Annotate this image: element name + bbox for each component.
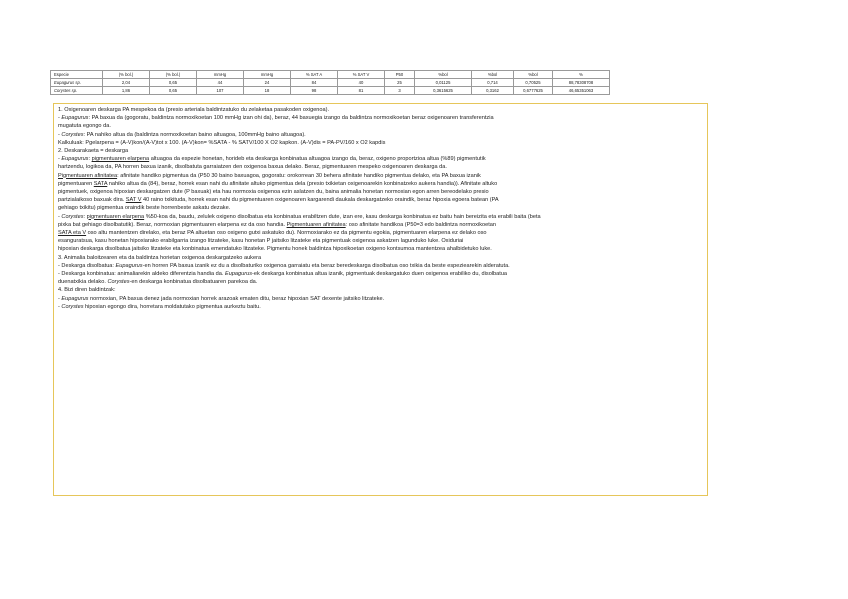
underlined-term: pigmentuaren elarpena <box>91 156 150 163</box>
table-cell[interactable]: 84 <box>291 79 338 87</box>
note-text: altuagoa da espezie honetan, horideb eta deskarga konbinatua altuagoa izango da, beraz, oxigeno proportzioa altua (%89) pigmentutik <box>149 156 486 163</box>
table-cell[interactable]: 88,78308708 <box>553 79 610 87</box>
table-header-row <box>51 71 610 79</box>
species-name: Eupagurus <box>224 271 253 278</box>
note-text: pixka bat gehiago disolbatutik). Beraz, normoxian pigmentuaren elarpena ez da oso handia. <box>58 221 287 228</box>
species-name: Eupagurus <box>61 295 89 302</box>
note-text: 40 raino txikituda, horrek esan nahi du pigmentuaren oxigenoaren kargarendi daukala deskargatzeko oraindik, beraz hipoxia egoera batean (PA <box>141 197 499 204</box>
note-text: : afinitate handiko pigmentua da (P50 30 baino baxuagoa, gogoratu: orokorrean 30 behera afinitate handiko pigmentua delako, eta PA baxua izanik <box>117 172 481 179</box>
note-text: hipoxian egongo dira, horretara moldatutako pigmentua aurkeztu baitu. <box>83 303 261 310</box>
notes-textbox[interactable] <box>53 103 708 496</box>
table-header-cell: %bol <box>514 71 553 79</box>
note-text: : oso afinitate handikoa (P50=3 edo baldintza normoxikoetan <box>345 221 497 228</box>
species-name: Eupagurus <box>61 156 89 163</box>
table-cell[interactable]: 46,65351063 <box>553 87 610 95</box>
note-text: gehiago txikitu) pigmentua oraindik beste horrenbeste askatu dezake. <box>58 205 231 212</box>
underlined-term: SATA eta V <box>58 230 87 237</box>
table-header-cell: % <box>553 71 610 79</box>
table-header-cell: mmHg <box>197 71 244 79</box>
table-cell[interactable]: 44 <box>197 79 244 87</box>
note-text: nahiko altua da (84), beraz, horrek esan nahi du afinitate altuko pigmentua dela (presio txikietan oxigenoarekin konbinatzeko aukera handia)). Afinitate altuko <box>107 180 498 187</box>
note-line: - Eupagurus: pigmentuaren elarpena altuagoa da espezie honetan, horideb eta deskarga konbinatua altuagoa izango da, beraz, oxigeno proportzioa altua (%89) pigmentutik <box>58 156 486 163</box>
table-cell[interactable]: 0,65 <box>150 79 197 87</box>
note-line <box>58 163 703 171</box>
note-text: : PA baxua da (gogoratu, baldintza normoxikoetan 100 mmHg izan ohi da), beraz, 44 baxuegia izango da baldintza normoxikoetan beraz oxigenoaren transferentzia <box>88 115 494 122</box>
table-header-cell: (% bol.) <box>150 71 197 79</box>
underlined-term: Pigmentuaren afinitatea <box>286 221 346 228</box>
note-text: 2. Deskarakaeta = deskarga <box>58 148 129 155</box>
species-name: Corystes <box>61 303 84 310</box>
note-text: 3. Animalia baloitzearen eta da baldintza horietan oxigenoa deskargatzeko aukera <box>58 254 262 261</box>
note-line <box>58 270 703 278</box>
note-line <box>58 221 703 229</box>
note-text: - Deskarga disolbatua: <box>58 262 116 269</box>
underlined-term: pigmentuaren elarpena <box>86 213 145 220</box>
table-header-cell: P50 <box>385 71 415 79</box>
note-text: partzialaikoso baxuak dira. <box>58 197 126 204</box>
table-row <box>51 79 610 87</box>
data-table <box>50 70 610 95</box>
table-cell[interactable]: 0,65 <box>150 87 197 95</box>
note-text: -en deskarga konbinatua disolbatuaren parekoa da. <box>129 279 258 286</box>
note-text: mugatuta egongo da. <box>58 123 111 130</box>
table-header-cell: %bol <box>472 71 514 79</box>
note-text: pigmentuek, oxigenoa hipoxian deskargatzen dute (P baxuak) eta hau normoxia oxigenoa ezin aslatzen du, baina animalia honetan normoxian egon arren bereodelako presio <box>58 189 489 196</box>
species-name: Corystes <box>61 213 84 220</box>
note-line <box>58 147 703 155</box>
table-cell[interactable]: Corystes sp. <box>51 87 103 95</box>
species-name: Eupagurus <box>61 115 89 122</box>
note-text: normoxian, PA baxua denez jada normoxian horrek arazoak ematen ditu, beraz hipoxian SAT dexente jaitsiko litzateke. <box>88 295 385 302</box>
note-line <box>58 180 703 188</box>
table-cell[interactable]: 2,04 <box>103 79 150 87</box>
table-cell[interactable]: 40 <box>338 79 385 87</box>
species-name: Eupagurus <box>115 262 143 269</box>
underlined-term: SAT V <box>125 197 142 204</box>
table-cell[interactable]: 81 <box>338 87 385 95</box>
underlined-term: Pigmentuaren afinitatea <box>58 172 118 179</box>
table-cell[interactable]: 98 <box>291 87 338 95</box>
underlined-term: SATA <box>93 180 108 187</box>
note-text: hipoxian deskarga disolbatua jaitsiko litzateke eta konbinatua emendatuko litzateke. Pigmentu honek baldintza hipoxikoetan oxigeno kontsumoa mantentzea ahalbidetuko luke. <box>58 246 492 253</box>
note-line <box>58 196 703 204</box>
note-line <box>58 204 703 212</box>
note-line: - Eupagurus normoxian, PA baxua denez jada normoxian horrek arazoak ematen ditu, beraz hipoxian SAT dexente jaitsiko litzateke. <box>58 295 385 302</box>
table-cell[interactable]: 0,714 <box>472 79 514 87</box>
note-text: 1. Oxigenoaren deskarga PA mespekoa da (presio arteriala baldintzatuko du zelaketaa pasakoden oxigenoa). <box>58 107 330 113</box>
table-cell[interactable]: 0,70525 <box>514 79 553 87</box>
table-cell[interactable]: 18 <box>244 87 291 95</box>
table-cell[interactable]: 24 <box>244 79 291 87</box>
table-cell[interactable]: 107 <box>197 87 244 95</box>
table-cell[interactable]: 0,6777625 <box>514 87 553 95</box>
note-text: hartzendu, logikoa da, PA horren baxua izanik, disolbatuta garraiatzen den oxigenoa baxua delako. Beraz, pigmentuaren mespeko oxigenoaren deskarga da. <box>58 164 447 171</box>
note-line <box>58 106 703 114</box>
note-text: esanguratsua, kasu honetan hipoxiarako erabilgarria izango litzateke, kasu honetan P jaitsiko litzateke eta pigmentuak oxigenoa askatzen lagunduko luke. Oxiduriai <box>58 238 464 245</box>
note-text: -ek deskarga konbinatua altua izanik, pigmentuak deskargatuko duen oxigenoa erabiliko du, disolbatua <box>252 271 508 278</box>
table-cell[interactable]: 0,3162 <box>472 87 514 95</box>
note-line: - Corystes: pigmentuaren elarpena %50-koa da, baudu, zelulek oxigeno disolbatua eta konbinatua erabiltzen dute, izan ere, kasu deskarga konbinatua ez baitu hain bereizita eta erabili baita (beta <box>58 213 541 220</box>
table-cell[interactable]: 25 <box>385 79 415 87</box>
note-line: - Corystes hipoxian egongo dira, horretara moldatutako pigmentua aurkeztu baitu. <box>58 303 261 310</box>
table-header-cell: Especie <box>51 71 103 79</box>
species-name: Corystes <box>61 131 84 138</box>
note-line <box>58 286 703 294</box>
note-line <box>58 139 703 147</box>
note-text: oso altu mantentzen direlako, eta beraz PA altuetan oso oxigeno gutxi askatuko du). Normoxiarako ez da pigmentu egokia, pigmentuaren elarpena ez delako oso <box>86 230 487 237</box>
note-text: pigmentuaren <box>58 180 94 187</box>
note-line <box>58 254 703 262</box>
note-line <box>58 262 703 270</box>
table-header-cell: (% bol.) <box>103 71 150 79</box>
table-row <box>51 87 610 95</box>
note-line: - Eupagurus: PA baxua da (gogoratu, baldintza normoxikoetan 100 mmHg izan ohi da), beraz, 44 baxuegia izango da baldintza normoxikoetan beraz oxigenoaren transferentzia <box>58 115 494 122</box>
note-line <box>58 245 703 253</box>
note-line <box>58 237 703 245</box>
note-line <box>58 172 703 180</box>
note-text: Kalkuluak: Pgelarpena = (A-V)kon/(A-V)tot x 100. (A-V)kon= %SATA - % SATV/100 X O2 kapkon. (A-V)dis = PA-PV/160 x O2 kapdis <box>58 139 386 146</box>
note-text: : PA nahiko altua da (baldintza normoxikoetan baino altuagoa, 100mmHg baino altuagoa). <box>83 131 306 138</box>
note-text: - Deskarga konbinatua: animaliarekin aldeko diferentzia handia da. <box>58 271 225 278</box>
note-line <box>58 122 703 130</box>
note-line: - Corystes: PA nahiko altua da (baldintza normoxikoetan baino altuagoa, 100mmHg baino altuagoa). <box>58 131 306 138</box>
table-cell[interactable]: 1,86 <box>103 87 150 95</box>
table-cell[interactable]: 0,01125 <box>415 79 472 87</box>
note-line <box>58 278 703 286</box>
table-header-cell: %bol <box>415 71 472 79</box>
species-name: Corystes <box>107 279 130 286</box>
note-text: duenatxikia delako. <box>58 279 108 286</box>
table-cell[interactable]: 3 <box>385 87 415 95</box>
table-cell[interactable]: 0,3615625 <box>415 87 472 95</box>
note-line <box>58 229 703 237</box>
note-text: -en horren PA baxua izanik ez du a disolbaturiko oxigenoa garraiatu eta beraz beredeskarga disolbatua oso txikia da beste espeziearekin alderatuta. <box>142 262 510 269</box>
table-header-cell: % SAT A <box>291 71 338 79</box>
table-header-cell: % SAT V <box>338 71 385 79</box>
table-header-cell: mmHg <box>244 71 291 79</box>
note-text: %50-koa da, baudu, zelulek oxigeno disolbatua eta konbinatua erabiltzen dute, izan ere, kasu deskarga konbinatua ez baitu hain bereizita eta erabili baita (beta <box>144 213 541 220</box>
table-cell[interactable]: Eupagurus sp. <box>51 79 103 87</box>
note-line <box>58 188 703 196</box>
note-text: 4. Bizi diren baldintzak: <box>58 287 116 294</box>
